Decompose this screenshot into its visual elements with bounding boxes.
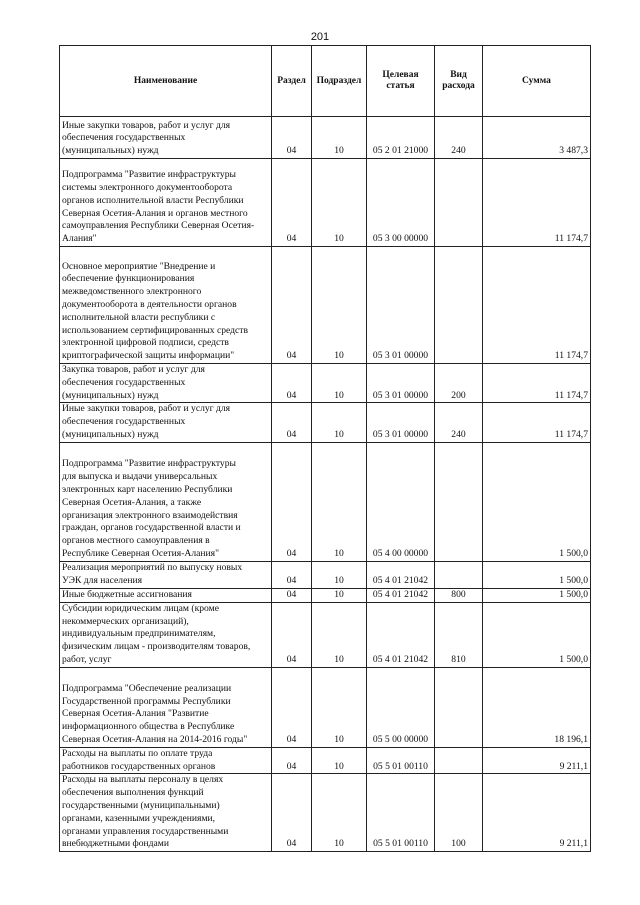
row-amount: 11 174,7 [483, 159, 591, 247]
row-expense-type [435, 561, 483, 588]
table-row [60, 117, 591, 159]
row-amount: 18 196,1 [483, 667, 591, 747]
row-expense-type [435, 667, 483, 747]
row-amount: 3 487,3 [483, 117, 591, 159]
row-target: 05 4 01 21042 [367, 588, 435, 602]
row-expense-type: 800 [435, 588, 483, 602]
table-row [60, 364, 591, 403]
row-section: 04 [272, 247, 312, 364]
row-expense-type [435, 747, 483, 774]
row-target: 05 2 01 21000 [367, 117, 435, 159]
row-name: Подпрограмма "Обеспечение реализации Государственной программы Республики Северная Осетия-Алания "Развитие информационного общества в Республике Северная Осетия-Алания на 2014-2016 годы" [60, 667, 272, 747]
row-target: 05 5 01 00110 [367, 774, 435, 852]
table-row [60, 588, 591, 602]
row-name: Расходы на выплаты персоналу в целях обеспечения выполнения функций государственными (муниципальными) органами, казенными учреждениями, органами управления государственными внебюджетными фондами [60, 774, 272, 852]
row-expense-type: 240 [435, 117, 483, 159]
table-row [60, 247, 591, 364]
table-row [60, 403, 591, 442]
row-amount: 1 500,0 [483, 442, 591, 561]
row-section: 04 [272, 588, 312, 602]
row-section: 04 [272, 403, 312, 442]
row-target: 05 4 00 00000 [367, 442, 435, 561]
row-amount: 9 211,1 [483, 774, 591, 852]
row-target: 05 3 01 00000 [367, 247, 435, 364]
table-row [60, 442, 591, 561]
row-name: Закупка товаров, работ и услуг для обеспечения государственных (муниципальных) нужд [60, 364, 272, 403]
header-section: Раздел [272, 46, 312, 117]
row-name: Иные закупки товаров, работ и услуг для обеспечения государственных (муниципальных) нужд [60, 403, 272, 442]
row-amount: 1 500,0 [483, 561, 591, 588]
row-name: Подпрограмма "Развитие инфраструктуры для выпуска и выдачи универсальных электронных карт населению Республики Северная Осетия-Алания, а также организация электронного взаимодействия граждан, органов государственной власти и органов местного самоуправления в Республике Северная Осетия-Алания" [60, 442, 272, 561]
row-target: 05 4 01 21042 [367, 561, 435, 588]
row-subsection: 10 [312, 602, 367, 667]
table-row [60, 774, 591, 852]
row-target: 05 3 01 00000 [367, 364, 435, 403]
row-name: Субсидии юридическим лицам (кроме некоммерческих организаций), индивидуальным предпринимателям, физическим лицам - производителям товаров, работ, услуг [60, 602, 272, 667]
row-section: 04 [272, 442, 312, 561]
page-number: 201 [310, 31, 330, 43]
row-section: 04 [272, 561, 312, 588]
row-subsection: 10 [312, 247, 367, 364]
row-subsection: 10 [312, 561, 367, 588]
row-subsection: 10 [312, 442, 367, 561]
row-amount: 1 500,0 [483, 602, 591, 667]
row-subsection: 10 [312, 747, 367, 774]
table-header-row [60, 46, 591, 117]
header-name: Наименование [60, 46, 272, 117]
table-row [60, 602, 591, 667]
table-row [60, 747, 591, 774]
row-subsection: 10 [312, 159, 367, 247]
row-name: Иные бюджетные ассигнования [60, 588, 272, 602]
row-subsection: 10 [312, 117, 367, 159]
row-expense-type [435, 247, 483, 364]
table-row [60, 159, 591, 247]
row-expense-type: 240 [435, 403, 483, 442]
row-section: 04 [272, 159, 312, 247]
header-subsection: Подраздел [312, 46, 367, 117]
header-amount: Сумма [483, 46, 591, 117]
table-row [60, 667, 591, 747]
row-amount: 1 500,0 [483, 588, 591, 602]
row-section: 04 [272, 774, 312, 852]
row-target: 05 5 01 00110 [367, 747, 435, 774]
header-expense-type: Вид расхода [435, 46, 483, 117]
row-subsection: 10 [312, 588, 367, 602]
row-expense-type: 810 [435, 602, 483, 667]
row-name: Основное мероприятие "Внедрение и обеспечение функционирования межведомственного электронного документооборота в деятельности органов исполнительной власти республики с использованием сертифицированных средств электронной цифровой подписи, средств криптографической защиты информации" [60, 247, 272, 364]
row-target: 05 4 01 21042 [367, 602, 435, 667]
row-expense-type: 200 [435, 364, 483, 403]
row-section: 04 [272, 747, 312, 774]
row-section: 04 [272, 602, 312, 667]
row-target: 05 5 00 00000 [367, 667, 435, 747]
row-subsection: 10 [312, 364, 367, 403]
row-expense-type: 100 [435, 774, 483, 852]
table-row [60, 561, 591, 588]
row-amount: 11 174,7 [483, 364, 591, 403]
row-section: 04 [272, 117, 312, 159]
row-target: 05 3 01 00000 [367, 403, 435, 442]
row-subsection: 10 [312, 667, 367, 747]
row-name: Иные закупки товаров, работ и услуг для обеспечения государственных (муниципальных) нужд [60, 117, 272, 159]
row-subsection: 10 [312, 774, 367, 852]
row-name: Подпрограмма "Развитие инфраструктуры системы электронного документооборота органов исполнительной власти Республики Северная Осетия-Алания и органов местного самоуправления Республики Северная Осетия- Алания" [60, 159, 272, 247]
row-expense-type [435, 159, 483, 247]
header-target: Целевая статья [367, 46, 435, 117]
row-expense-type [435, 442, 483, 561]
row-section: 04 [272, 364, 312, 403]
row-amount: 11 174,7 [483, 247, 591, 364]
row-amount: 9 211,1 [483, 747, 591, 774]
row-amount: 11 174,7 [483, 403, 591, 442]
row-name: Реализация мероприятий по выпуску новых УЭК для населения [60, 561, 272, 588]
row-name: Расходы на выплаты по оплате труда работников государственных органов [60, 747, 272, 774]
row-subsection: 10 [312, 403, 367, 442]
row-section: 04 [272, 667, 312, 747]
row-target: 05 3 00 00000 [367, 159, 435, 247]
budget-table [59, 45, 591, 852]
